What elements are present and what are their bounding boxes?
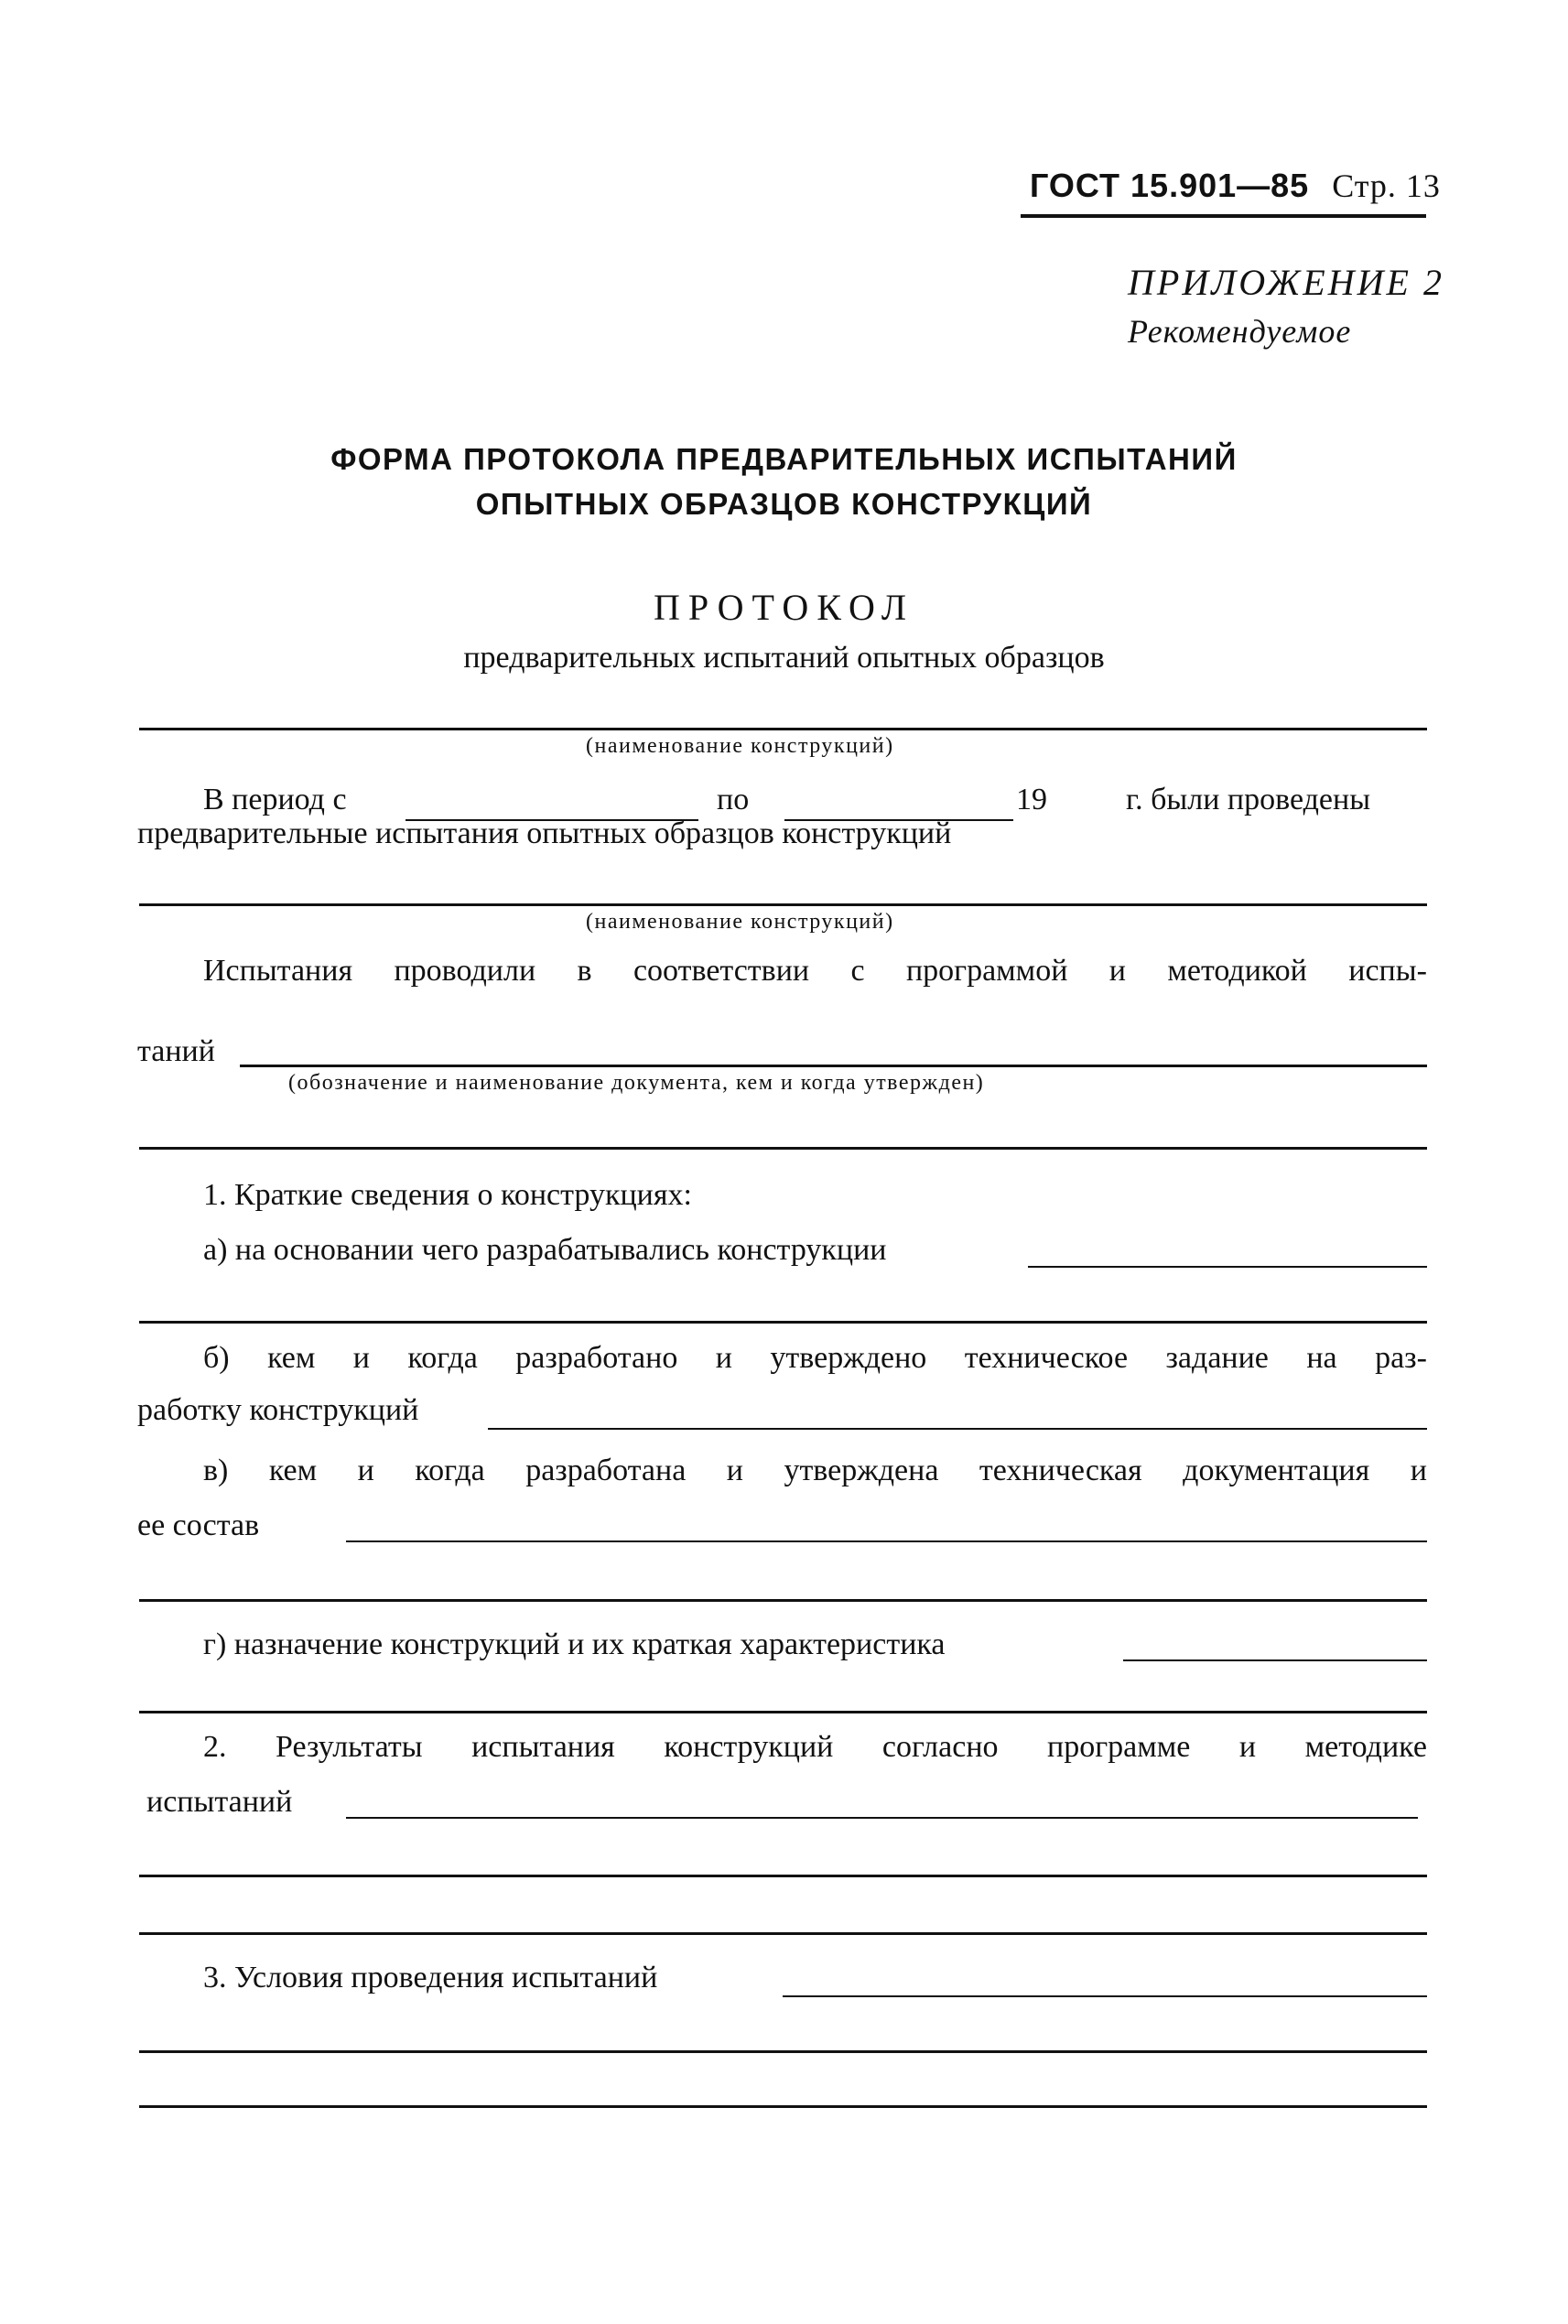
appendix-status: Рекомендуемое [1128,313,1352,350]
period-to: по [717,783,750,816]
section2-word-6: программе [1047,1730,1191,1764]
section1-b-word-11: раз- [1375,1341,1427,1375]
section1-g-field-line2[interactable] [139,1711,1427,1713]
tests-word-8: методикой [1167,954,1307,988]
section1-b-word-4: когда [407,1341,478,1375]
section1-b-word-10: на [1306,1341,1337,1375]
tests-line2-start: таний [137,1034,215,1068]
section1-v-word-3: и [357,1454,374,1487]
document-field-line2[interactable] [139,1147,1427,1150]
section2-field-line2[interactable] [139,1875,1427,1877]
section1-v-line1 [203,1454,1427,1488]
tests-word-1: Испытания [203,954,353,988]
section1-g-field[interactable] [1123,1659,1427,1661]
section1-b-line2: работку конструкций [137,1393,419,1427]
section3-title: 3. Условия проведения испытаний [203,1961,658,1994]
tests-word-4: соответствии [633,954,810,988]
period-year: 19 [1016,783,1047,816]
section1-b-word-8: техническое [964,1341,1129,1375]
section2-field-line3[interactable] [139,1932,1427,1935]
section3-field-line2[interactable] [139,2050,1427,2053]
section1-v-field[interactable] [346,1540,1427,1542]
section1-v-word-1: в) [203,1454,229,1487]
tests-word-2: проводили [394,954,536,988]
section1-v-word-10: и [1410,1454,1427,1487]
header-gost-number [1030,167,1441,205]
section1-b-word-6: и [715,1341,732,1375]
section1-a: а) на основании чего разрабатывались конструкции [203,1233,887,1267]
section1-v-word-2: кем [268,1454,318,1487]
section1-title: 1. Краткие сведения о конструкциях: [203,1178,692,1212]
form-title-line2: ОПЫТНЫХ ОБРАЗЦОВ КОНСТРУКЦИЙ [475,487,1093,521]
section2-word-4: конструкций [664,1730,834,1764]
section1-v-word-4: когда [415,1454,485,1487]
section1-g: г) назначение конструкций и их краткая характеристика [203,1627,946,1661]
section2-field[interactable] [346,1817,1418,1819]
tests-word-9: испы- [1348,954,1427,988]
section1-a-field-line2[interactable] [139,1321,1427,1324]
section3-field-line3[interactable] [139,2105,1427,2108]
section1-b-field[interactable] [488,1428,1427,1430]
section2-word-1: 2. [203,1730,227,1764]
form-title-line1: ФОРМА ПРОТОКОЛА ПРЕДВАРИТЕЛЬНЫХ ИСПЫТАНИЙ [330,442,1238,476]
gost-label: ГОСТ 15.901—85 [1030,167,1310,204]
section1-b-line1 [203,1341,1427,1376]
section2-word-7: и [1238,1730,1257,1764]
tests-word-3: в [577,954,592,988]
document-caption: (обозначение и наименование документа, кем и когда утвержден) [288,1071,985,1095]
protocol-subheading: предварительных испытаний опытных образцов [463,641,1105,675]
section1-b-word-9: задание [1165,1341,1269,1375]
page-label: Стр. 13 [1332,168,1441,204]
construction-name-caption-2: (наименование конструкций) [586,910,894,934]
tests-word-7: и [1108,954,1126,988]
protocol-heading: ПРОТОКОЛ [653,587,914,628]
period-line2: предварительные испытания опытных образцов конструкций [137,816,952,850]
section2-line1 [203,1730,1427,1765]
section1-a-field[interactable] [1028,1266,1427,1268]
construction-name-caption: (наименование конструкций) [586,734,894,758]
section1-b-word-5: разработано [515,1341,678,1375]
section1-v-word-7: утверждена [784,1454,939,1487]
section1-v-word-5: разработана [525,1454,687,1487]
header-rule [1021,214,1426,218]
section1-b-word-2: кем [267,1341,316,1375]
section2-word-2: Результаты [276,1730,423,1764]
section1-v-word-8: техническая [979,1454,1142,1487]
section2-word-5: согласно [881,1730,999,1764]
tests-word-6: программой [905,954,1068,988]
construction-name-line-2[interactable] [139,903,1427,906]
document-field[interactable] [240,1065,1427,1067]
section2-line2: испытаний [146,1785,293,1819]
tests-word-5: с [850,954,865,988]
section2-word-3: испытания [471,1730,615,1764]
section1-b-word-1: б) [203,1341,230,1375]
section1-b-word-7: утверждено [770,1341,927,1375]
period-prefix: В период с [203,783,347,816]
section1-v-word-9: документация [1183,1454,1370,1487]
section3-field[interactable] [783,1995,1427,1997]
section1-v-word-6: и [726,1454,743,1487]
section1-v-field-line2[interactable] [139,1599,1427,1602]
section2-word-8: методике [1304,1730,1427,1764]
period-suffix: г. были проведены [1126,783,1371,816]
construction-name-line[interactable] [139,728,1427,730]
section1-v-line2: ее состав [137,1508,260,1542]
tests-line1 [203,954,1427,989]
appendix-title: ПРИЛОЖЕНИЕ 2 [1128,262,1444,303]
section1-b-word-3: и [352,1341,370,1375]
